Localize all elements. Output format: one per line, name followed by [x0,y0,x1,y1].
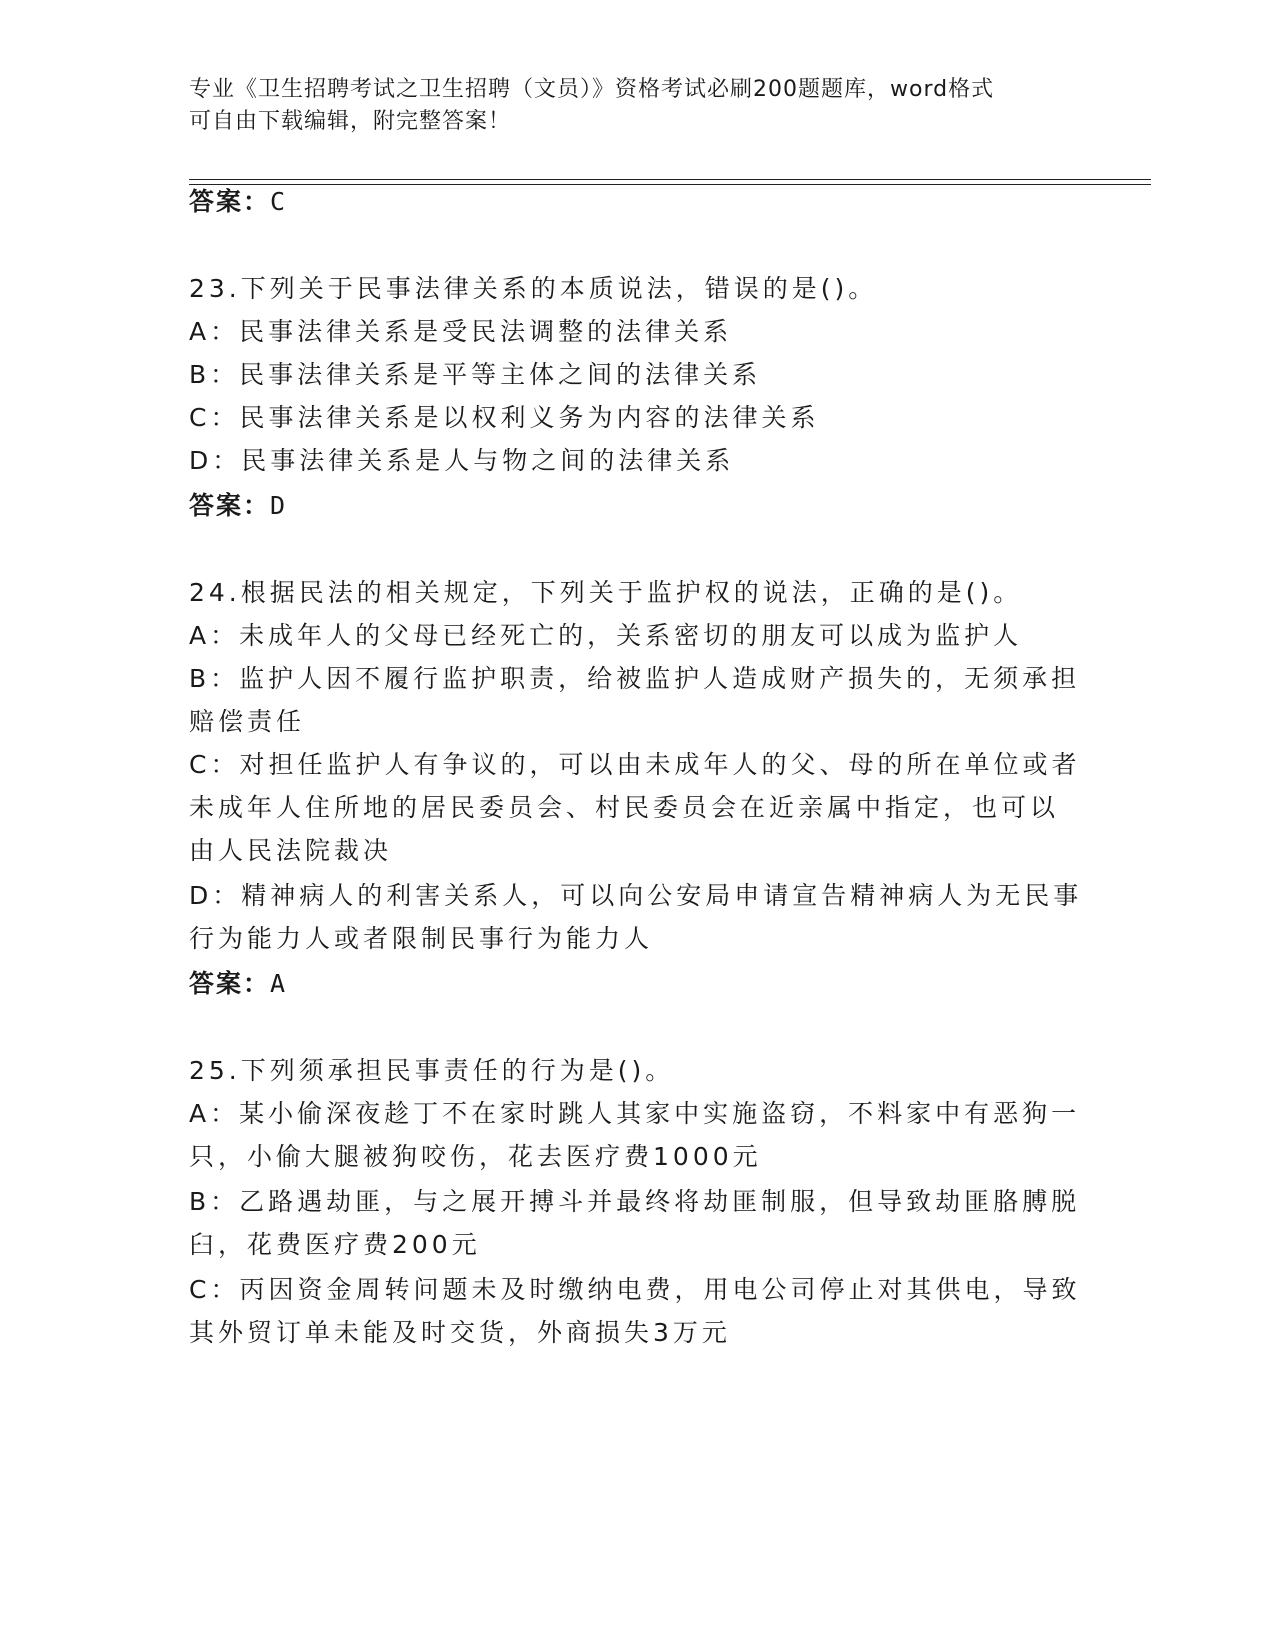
q23-option-a: A：民事法律关系是受民法调整的法律关系 [189,317,733,346]
q24-option-c-line-3: 由人民法院裁决 [189,836,393,865]
q24-option-b-line-2: 赔偿责任 [189,707,306,736]
answer-label: 答案： [189,491,271,520]
q24-option-a: A：未成年人的父母已经死亡的，关系密切的朋友可以成为监护人 [189,621,1023,650]
header-divider-top [189,179,1151,180]
question-24-stem: 24.根据民法的相关规定，下列关于监护权的说法，正确的是()。 [189,578,1023,607]
answer-label: 答案： [189,187,271,216]
question-25-stem: 25.下列须承担民事责任的行为是()。 [189,1056,675,1085]
answer-value: C [270,187,288,216]
q23-option-c: C：民事法律关系是以权利义务为内容的法律关系 [189,403,820,432]
document-header [189,74,1089,138]
q24-option-d-line-1: D：精神病人的利害关系人，可以向公安局申请宣告精神病人为无民事 [189,881,1083,910]
q23-option-b: B：民事法律关系是平等主体之间的法律关系 [189,360,762,389]
q25-option-b-line-1: B：乙路遇劫匪，与之展开搏斗并最终将劫匪制服，但导致劫匪胳膊脱 [189,1187,1081,1216]
q25-option-a-line-2: 只，小偷大腿被狗咬伤，花去医疗费1000元 [189,1142,762,1171]
header-divider-bottom [189,184,1151,185]
q24-answer [189,968,287,1000]
answer-value: D [270,491,288,520]
q24-option-d-line-2: 行为能力人或者限制民事行为能力人 [189,924,654,953]
q24-option-c-line-1: C：对担任监护人有争议的，可以由未成年人的父、母的所在单位或者 [189,750,1081,779]
q23-answer [189,490,287,522]
question-23-stem: 23.下列关于民事法律关系的本质说法，错误的是()。 [189,274,878,303]
header-line-1: 专业《卫生招聘考试之卫生招聘（文员）》资格考试必刷200题题库，word格式 [189,77,995,102]
q25-option-a-line-1: A：某小偷深夜趁丁不在家时跳人其家中实施盗窃，不料家中有恶狗一 [189,1099,1081,1128]
q25-option-b-line-2: 臼，花费医疗费200元 [189,1230,481,1259]
header-line-2: 可自由下载编辑，附完整答案！ [189,109,512,134]
q24-option-c-line-2: 未成年人住所地的居民委员会、村民委员会在近亲属中指定，也可以 [189,793,1060,822]
answer-label: 答案： [189,969,271,998]
q25-option-c-line-1: C：丙因资金周转问题未及时缴纳电费，用电公司停止对其供电，导致 [189,1275,1081,1304]
q23-option-d: D：民事法律关系是人与物之间的法律关系 [189,446,735,475]
answer-prev [189,186,287,218]
answer-value: A [270,969,288,998]
q24-option-b-line-1: B：监护人因不履行监护职责，给被监护人造成财产损失的，无须承担 [189,664,1081,693]
q25-option-c-line-2: 其外贸订单未能及时交货，外商损失3万元 [189,1318,731,1347]
